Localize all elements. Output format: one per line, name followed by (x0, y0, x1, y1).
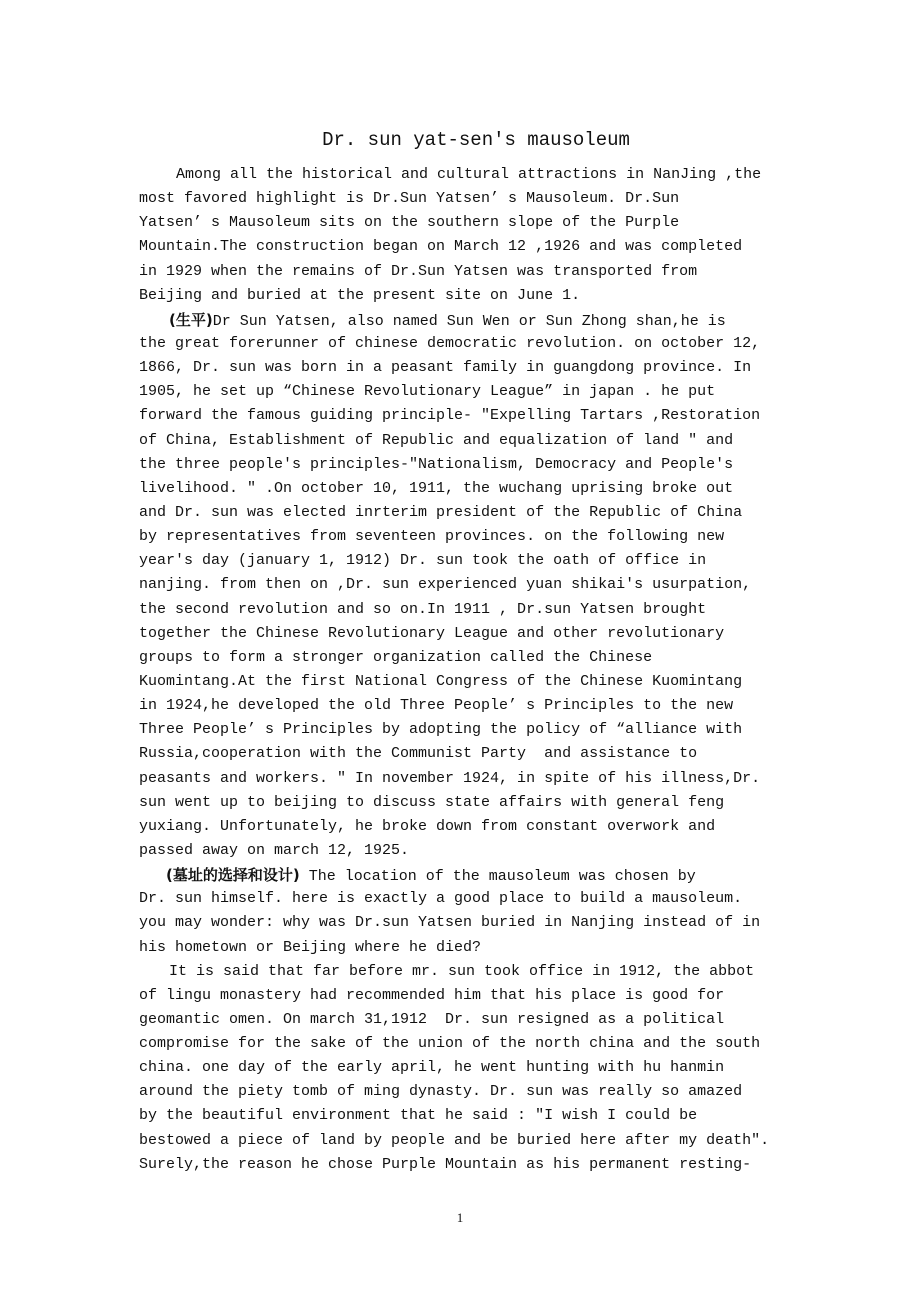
text-line (139, 573, 799, 597)
text-line (139, 453, 799, 477)
text-line (139, 1080, 799, 1104)
text-line (139, 646, 799, 670)
text-line (139, 356, 799, 380)
text-line (139, 887, 799, 911)
text-line (139, 477, 799, 501)
text-line (139, 163, 799, 187)
text-line (139, 501, 799, 525)
text-line (139, 187, 799, 211)
page-number: 1 (456, 1210, 464, 1225)
text-line (139, 622, 799, 646)
document-title: Dr. sun yat-sen's mausoleum (322, 129, 630, 151)
line-text: the great forerunner of chinese democratic revolution. on october 12, (139, 334, 761, 352)
document-body (139, 163, 799, 1177)
line-text: Dr. sun himself. here is exactly a good place to build a mausoleum. (139, 890, 743, 908)
line-text: Beijing and buried at the present site on June 1. (139, 286, 581, 304)
line-text: of China, Establishment of Republic and equalization of land " and (139, 431, 734, 449)
text-line (139, 911, 799, 935)
line-text: Surely,the reason he chose Purple Mountain as his permanent resting- (139, 1155, 752, 1173)
line-text: Among all the historical and cultural attractions in NanJing ,the (176, 166, 762, 183)
paragraph (139, 863, 799, 960)
text-line (139, 742, 799, 766)
section-tag: (墓址的选择和设计) (166, 866, 300, 885)
text-line (139, 260, 799, 284)
line-text: The location of the mausoleum was chosen by (299, 868, 696, 886)
line-text: Dr Sun Yatsen, also named Sun Wen or Sun Zhong shan,he is (212, 312, 726, 330)
text-line (139, 235, 799, 259)
text-line (139, 332, 799, 356)
text-line (139, 863, 799, 887)
paragraph (139, 163, 799, 308)
text-line (139, 694, 799, 718)
text-line (139, 1104, 799, 1128)
line-text: bestowed a piece of land by people and be buried here after my death". (139, 1131, 770, 1149)
line-text: It is said that far before mr. sun took office in 1912, the abbot (169, 962, 755, 980)
line-text: passed away on march 12, 1925. (139, 841, 410, 859)
text-line (139, 1008, 799, 1032)
line-text: you may wonder: why was Dr.sun Yatsen buried in Nanjing instead of in (139, 914, 761, 932)
line-text: Mountain.The construction began on March 12 ,1926 and was completed (139, 238, 743, 256)
line-text: together the Chinese Revolutionary League and other revolutionary (139, 624, 725, 642)
line-text: geomantic omen. On march 31,1912 Dr. sun resigned as a political (139, 1010, 725, 1028)
text-line (139, 1129, 799, 1153)
line-text: Three People’ s Principles by adopting the policy of “alliance with (139, 721, 743, 739)
line-text: year's day (january 1, 1912) Dr. sun took the oath of office in (139, 552, 707, 570)
line-text: groups to form a stronger organization called the Chinese (139, 648, 653, 666)
text-line (139, 718, 799, 742)
text-line (139, 670, 799, 694)
text-line (139, 960, 799, 984)
line-text: Russia,cooperation with the Communist Party and assistance to (139, 745, 698, 763)
text-line (139, 791, 799, 815)
line-text: of lingu monastery had recommended him that his place is good for (139, 986, 725, 1004)
line-text: yuxiang. Unfortunately, he broke down from constant overwork and (139, 817, 716, 835)
line-text: Kuomintang.At the first National Congress of the Chinese Kuomintang (139, 672, 743, 690)
text-line (139, 767, 799, 791)
line-text: his hometown or Beijing where he died? (139, 938, 482, 956)
line-text: by the beautiful environment that he said : "I wish I could be (139, 1107, 698, 1125)
text-line (139, 598, 799, 622)
text-line (139, 549, 799, 573)
line-text: in 1929 when the remains of Dr.Sun Yatsen was transported from (139, 262, 698, 280)
line-text: 1905, he set up “Chinese Revolutionary League” in japan . he put (139, 383, 716, 401)
section-tag: (生平) (169, 310, 213, 329)
text-line (139, 429, 799, 453)
paragraph (139, 308, 799, 863)
text-line (139, 404, 799, 428)
line-text: by representatives from seventeen provinces. on the following new (139, 528, 725, 546)
line-text: the second revolution and so on.In 1911 , Dr.sun Yatsen brought (139, 600, 707, 618)
line-text: Yatsen’ s Mausoleum sits on the southern slope of the Purple (139, 214, 680, 232)
text-line (139, 284, 799, 308)
text-line (139, 815, 799, 839)
text-line (139, 380, 799, 404)
text-line (139, 936, 799, 960)
line-text: and Dr. sun was elected inrterim president of the Republic of China (139, 503, 743, 521)
text-line (139, 308, 799, 332)
text-line (139, 984, 799, 1008)
text-line (139, 1032, 799, 1056)
text-line (139, 1153, 799, 1177)
line-text: most favored highlight is Dr.Sun Yatsen’ s Mausoleum. Dr.Sun (139, 190, 680, 208)
line-text: nanjing. from then on ,Dr. sun experienced yuan shikai's usurpation, (139, 576, 752, 594)
line-text: forward the famous guiding principle- "Expelling Tartars ,Restoration (139, 407, 761, 425)
line-text: livelihood. " .On october 10, 1911, the wuchang uprising broke out (139, 479, 734, 497)
line-text: compromise for the sake of the union of the north china and the south (139, 1035, 761, 1053)
line-text: china. one day of the early april, he went hunting with hu hanmin (139, 1059, 725, 1077)
text-line (139, 525, 799, 549)
text-line (139, 1056, 799, 1080)
line-text: in 1924,he developed the old Three People’ s Principles to the new (139, 697, 734, 715)
text-line (139, 839, 799, 863)
line-text: 1866, Dr. sun was born in a peasant family in guangdong province. In (139, 359, 752, 377)
line-text: around the piety tomb of ming dynasty. Dr. sun was really so amazed (139, 1083, 743, 1101)
line-text: peasants and workers. " In november 1924, in spite of his illness,Dr. (139, 769, 761, 787)
paragraph (139, 960, 799, 1177)
line-text: sun went up to beijing to discuss state affairs with general feng (139, 793, 725, 811)
text-line (139, 211, 799, 235)
line-text: the three people's principles-"Nationalism, Democracy and People's (139, 455, 734, 473)
